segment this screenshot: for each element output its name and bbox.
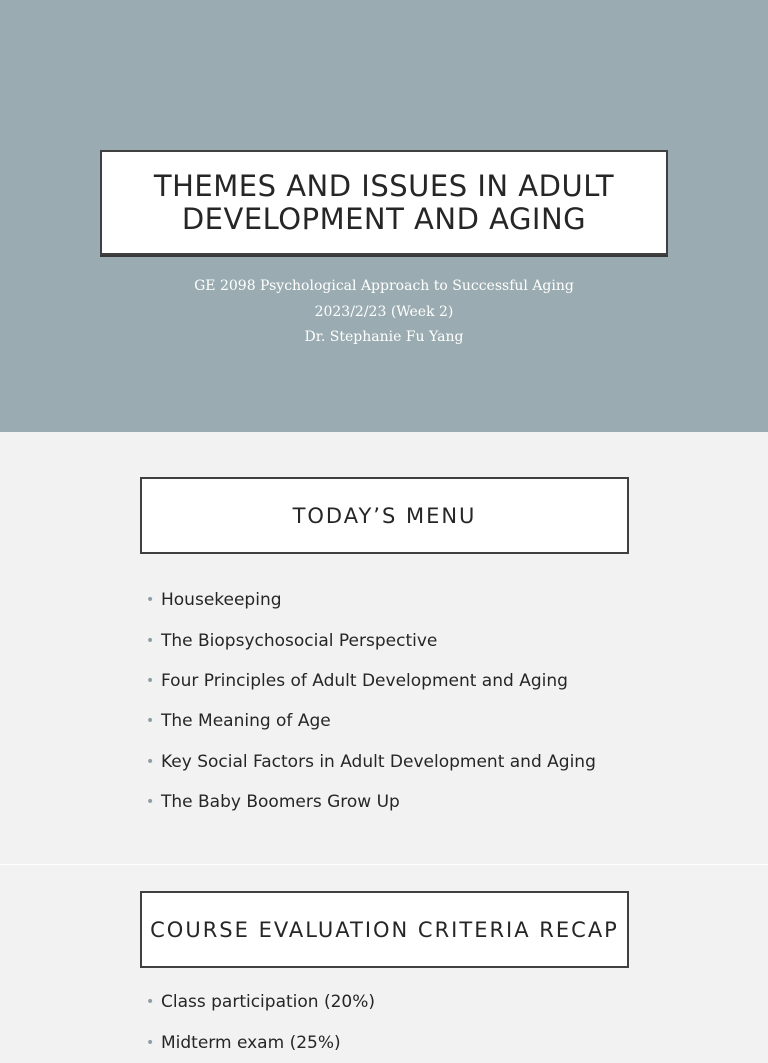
list-item-text: Midterm exam (25%) (161, 1032, 341, 1053)
list-item-text: The Meaning of Age (161, 711, 331, 732)
bullet-dot-icon: • (146, 994, 155, 1011)
bullet-dot-icon: • (146, 672, 155, 689)
list-item (146, 580, 596, 620)
course-name: GE 2098 Psychological Approach to Successful Aging (194, 278, 574, 294)
list-item (146, 620, 596, 660)
evaluation-list (146, 982, 375, 1063)
slide-title-line-1: THEMES AND ISSUES IN ADULT (153, 168, 615, 203)
instructor-name: Dr. Stephanie Fu Yang (304, 329, 464, 345)
slide-title (154, 170, 614, 236)
bullet-dot-icon: • (146, 713, 155, 730)
date-week: 2023/2/23 (Week 2) (314, 303, 454, 320)
menu-heading: TODAY’S MENU (292, 503, 477, 528)
bullet-dot-icon: • (146, 632, 155, 649)
list-item (146, 701, 596, 741)
list-item-text: Class participation (20%) (161, 992, 376, 1013)
bullet-dot-icon: • (146, 1034, 155, 1051)
slide-subtitle (0, 274, 768, 351)
menu-heading-box (140, 477, 629, 554)
menu-list (146, 580, 596, 822)
list-item-text: Four Principles of Adult Development and Aging (161, 670, 568, 691)
evaluation-slide (0, 865, 768, 1053)
evaluation-heading-box (140, 891, 629, 968)
list-item-text: The Biopsychosocial Perspective (161, 630, 438, 651)
evaluation-heading: COURSE EVALUATION CRITERIA RECAP (150, 917, 619, 942)
bullet-dot-icon: • (146, 794, 155, 811)
list-item-text: Housekeeping (161, 590, 282, 611)
slide-title-line-2: DEVELOPMENT AND AGING (181, 201, 587, 236)
list-item (146, 661, 596, 701)
bullet-dot-icon: • (146, 592, 155, 609)
list-item (146, 782, 596, 822)
menu-slide (0, 432, 768, 864)
list-item (146, 1022, 375, 1062)
list-item (146, 742, 596, 782)
list-item (146, 982, 375, 1022)
list-item-text: Key Social Factors in Adult Development and Aging (161, 751, 596, 772)
title-slide (0, 0, 768, 432)
title-box (100, 150, 668, 255)
bullet-dot-icon: • (146, 753, 155, 770)
list-item-text: The Baby Boomers Grow Up (161, 792, 400, 813)
